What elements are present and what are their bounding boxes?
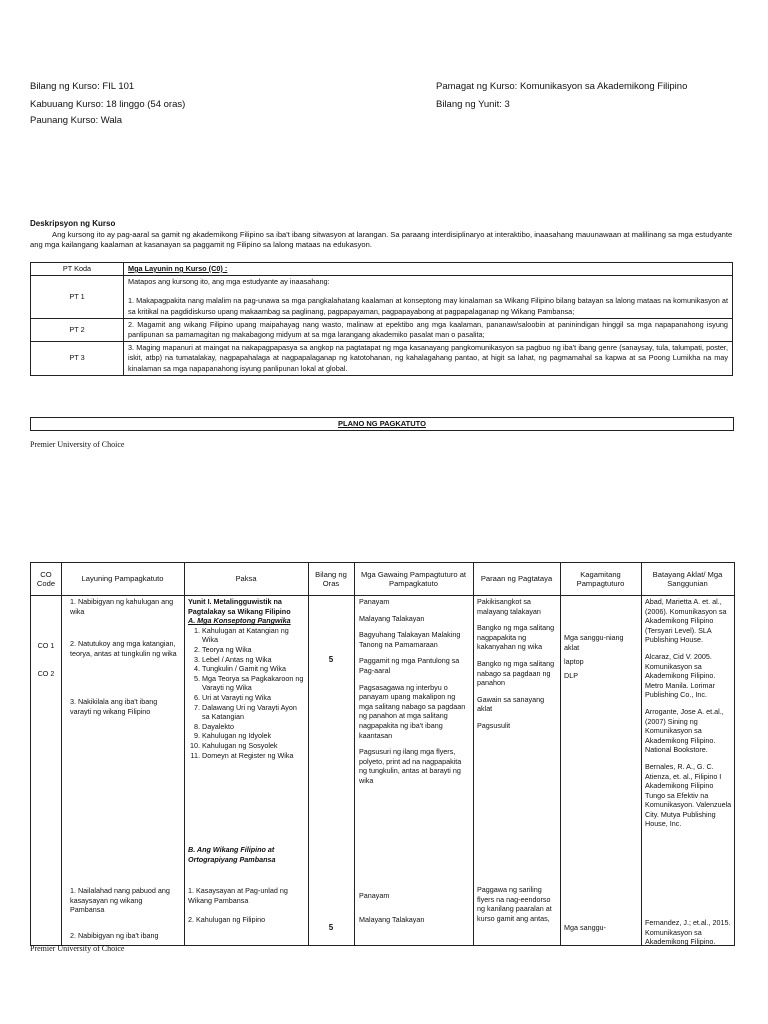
hours-value: 5 xyxy=(328,655,334,664)
list-item: 6. Uri at Varayti ng Wika xyxy=(202,693,306,703)
pt-objective: 3. Maging mapanuri at maingat na nakapagpapasya sa angkop na pagtatapat ng mga kasanayang pangkomunikasyon sa pagbuo ng iba't ibang genre (sanaysay, tula, talumpati, poster, iskit, atbp) na tumatalakay, nagpapahalaga at nagpapalaganap ng katotohanan, ng kahalagahang pantao, at higit sa lahat, ng pagmamahal sa kapwa at sa Poong Lumikha na may kinalaman sa mga napapanahong isyung panlipunan lokal at global. xyxy=(124,342,733,376)
table-row xyxy=(31,318,733,341)
list-item: 5. Mga Teorya sa Pagkakaroon ng Varayti ng Wika xyxy=(202,674,306,693)
kagamitan-item: DLP xyxy=(564,671,578,680)
pt-objective: 2. Magamit ang wikang Filipino upang maipahayag nang wasto, malinaw at epektibo ang mga kaalaman, pananaw/saloobin at paninindigan hinggil sa mga napapanahong isyung panlipunan sa pamamagitan ng makabagong midyum at sa mga larangang akademiko pasalat man o pasalita; xyxy=(124,318,733,341)
hours-value: 5 xyxy=(328,923,334,932)
table-row xyxy=(31,276,733,319)
list-item: Gawain sa sanayang aklat xyxy=(477,694,545,714)
paksa-column xyxy=(188,597,306,760)
list-item: 2. Teorya ng Wika xyxy=(202,645,306,655)
list-item: 10. Kahulugan ng Sosyolek xyxy=(202,741,306,751)
table-row xyxy=(31,342,733,376)
topic-list xyxy=(188,626,306,760)
gawain-list xyxy=(359,597,469,793)
reference-item: Abad, Marietta A. et. al., (2006). Komunikasyon sa Akademikong Filipino (Tersyari Level). SLA Publishing House. xyxy=(645,597,727,645)
kagamitan-item: Mga sanggu-niang aklat xyxy=(564,633,624,652)
section-b-title: B. Ang Wikang Filipino at Ortograpiyang Pambansa xyxy=(188,845,276,864)
list-item: Pagsasagawa ng interbyu o panayam upang makalipon ng mga salitang nabago sa pagdaan ng panahon at mga salitang nagpapakita ng iba't ibang kaantasan xyxy=(359,682,466,740)
description-text: Ang kursong ito ay pag-aaral sa gamit ng akademikong Filipino sa iba't ibang sitwasyon at larangan. Sa paraang interdisiplinaryo at interaktibo, inaasahang mauunawaan at malilinang sa mga estudyante ang mga kailangang kaalaman at kasanayan sa paggamit ng Filipino sa lalong mataas na edukasyon. xyxy=(30,230,733,250)
paksa-item: 2. Kahulugan ng Filipino xyxy=(188,915,266,924)
header-kagamitan: Kagamitang Pampagtuturo xyxy=(576,569,625,588)
reference-item: Arrogante, Jose A. et.al., (2007) Sining ng Komunikasyon sa Akademikong Filipino. National Bookstore. xyxy=(645,706,724,755)
list-item: Bangko ng mga salitang nagpapakita ng kakanyahan ng wika xyxy=(477,623,555,652)
course-duration: Kabuuang Kurso: 18 linggo (54 oras) xyxy=(30,99,186,110)
course-units: Bilang ng Yunit: 3 xyxy=(436,99,510,110)
header-paksa: Paksa xyxy=(235,574,257,584)
list-item: Panayam xyxy=(359,891,390,900)
reference-item: Fernandez, J.; et.al., 2015. Komunikasyon sa Akademikong Filipino. xyxy=(645,918,731,947)
header-paraan: Paraan ng Pagtataya xyxy=(480,574,553,584)
paksa-item: 1. Kasaysayan at Pag-unlad ng Wikang Pambansa xyxy=(188,886,288,905)
learning-plan-table xyxy=(30,562,735,946)
header-layunin: Layuning Pampagkatuto xyxy=(81,574,164,584)
table-row xyxy=(31,263,733,276)
list-item: Paggawa ng sariling flyers na nag-eendorso ng kanilang paaralan at kurso gamit ang antas, xyxy=(477,885,552,923)
program-outcomes-table xyxy=(30,262,733,376)
reference-item: Alcaraz, Cid V. 2005. Komunikasyon sa Akademikong Filipino. Metro Manila. Lorimar Publishing Co., Inc. xyxy=(645,651,716,700)
pt-code-header: PT Koda xyxy=(31,263,124,276)
list-item: Bagyuhang Talakayan Malaking Tanong na Pamamaraan xyxy=(359,630,461,649)
footer-text: Premier University of Choice xyxy=(30,440,125,449)
header-co-code: CO Code xyxy=(36,569,56,588)
list-item: Panayam xyxy=(359,597,390,606)
layunin-item: 3. Nakikilala ang iba't ibang varayti ng wikang Filipino xyxy=(70,697,158,716)
list-item: 3. Lebel / Antas ng Wika xyxy=(202,655,306,665)
reference-list xyxy=(645,597,732,836)
layunin-item: 1. Nailalahad nang pabuod ang kasaysayan ng wikang Pambansa xyxy=(70,886,170,915)
pt-code: PT 1 xyxy=(31,276,124,319)
list-item: Pakikisangkot sa malayang talakayan xyxy=(477,597,541,616)
pt-code: PT 2 xyxy=(31,318,124,341)
learning-plan-title: PLANO NG PAGKATUTO xyxy=(30,417,734,431)
reference-item: Bernales, R. A., G. C. Atienza, et. al., Filipino I Akademikong Filipino Tungo sa Efektiv na Komunikasyon. Valenzuela City. Mutya Publishing House, Inc. xyxy=(645,761,732,829)
header-bilang-oras: Bilang ng Oras xyxy=(315,569,347,588)
list-item: Bangko ng mga salitang nabago sa pagdaan ng panahon xyxy=(477,658,555,688)
list-item: Pagsusuri ng ilang mga flyers, polyeto, print ad na nagpapakita ng tungkulin, antas at barayti ng wika xyxy=(359,747,462,785)
list-item: 7. Dalawang Uri ng Varayti Ayon sa Katangian xyxy=(202,703,306,722)
prerequisite: Paunang Kurso: Wala xyxy=(30,115,123,126)
list-item: Pagsusulit xyxy=(477,720,511,730)
section-a-title: A. Mga Konseptong Pangwika xyxy=(188,616,291,626)
list-item: 9. Kahulugan ng Idyolek xyxy=(202,731,306,741)
pt-code: PT 3 xyxy=(31,342,124,376)
layunin-item: 1. Nabibigyan ng kahulugan ang wika xyxy=(70,597,174,616)
description-heading: Deskripsyon ng Kurso xyxy=(30,219,116,228)
objectives-header: Mga Layunin ng Kurso (C0) : xyxy=(124,263,733,276)
paraan-list xyxy=(477,597,557,738)
layunin-item: 2. Nabibigyan ng iba't ibang xyxy=(70,931,159,940)
kagamitan-item: Mga sanggu- xyxy=(564,923,606,932)
pt-objective: Matapos ang kursong ito, ang mga estudyante ay inaasahang: 1. Makapagpakita nang malalim na pag-unawa sa mga pangkalahatang kaalaman at konseptong may kinalaman sa Wikang Filipino bilang batayan sa lalong mataas na komunikasyon at sa kritikal na pagdidiskurso upang makaambag sa paglinang, pagpapayaman, pagpapayabong at pagpapalaganap ng Wikang Pambansa; xyxy=(124,276,733,319)
header-batayang-aklat: Batayang Aklat/ Mga Sanggunian xyxy=(652,569,723,588)
course-number: Bilang ng Kurso: FIL 101 xyxy=(30,81,135,92)
unit-title: Yunit I. Metalingguwistik na Pagtalakay sa Wikang Filipino xyxy=(188,597,291,616)
layunin-item: 2. Natutukoy ang mga katangian, teorya, antas at tungkulin ng wika xyxy=(70,639,177,658)
co-code: CO 1 xyxy=(37,641,55,650)
footer-text: Premier University of Choice xyxy=(30,944,125,953)
kagamitan-item: laptop xyxy=(564,657,584,666)
course-title: Pamagat ng Kurso: Komunikasyon sa Akademikong Filipino xyxy=(436,81,688,92)
list-item: Paggamit ng mga Pantulong sa Pag-aaral xyxy=(359,656,460,675)
list-item: Malayang Talakayan xyxy=(359,613,425,623)
co-code: CO 2 xyxy=(37,669,55,678)
list-item: 11. Domeyn at Register ng Wika xyxy=(202,751,306,761)
list-item: 8. Dayalekto xyxy=(202,722,306,732)
list-item: 1. Kahulugan at Katangian ng Wika xyxy=(202,626,306,645)
list-item: Malayang Talakayan xyxy=(359,915,425,924)
header-gawain: Mga Gawaing Pampagtuturo at Pampagkatuto xyxy=(360,569,467,588)
list-item: 4. Tungkulin / Gamit ng Wika xyxy=(202,664,306,674)
